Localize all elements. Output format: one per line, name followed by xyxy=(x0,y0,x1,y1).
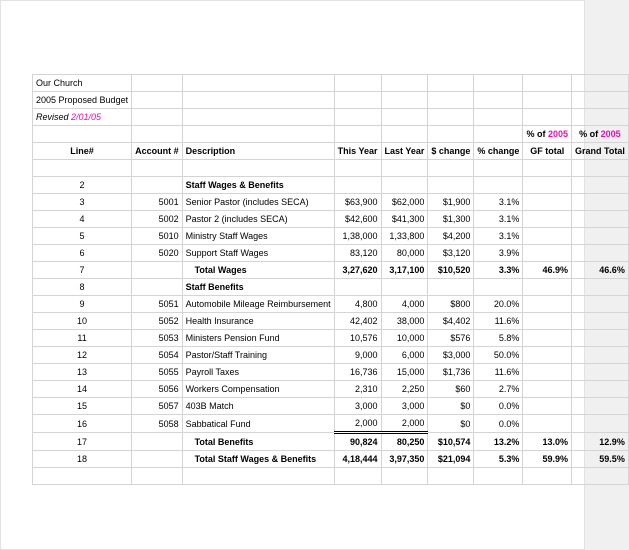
table-body xyxy=(33,75,629,485)
cell-grand-total-pct[interactable] xyxy=(571,177,628,194)
cell-pct-change[interactable]: 3.3% xyxy=(474,262,523,279)
cell-pct-change[interactable]: 13.2% xyxy=(474,433,523,451)
table-row xyxy=(33,330,629,347)
cell-account-number[interactable]: 5057 xyxy=(132,398,183,415)
col-header-gf-total[interactable]: GF total xyxy=(523,143,572,160)
col-header-last-year[interactable]: Last Year xyxy=(381,143,428,160)
cell-account-number[interactable]: 5055 xyxy=(132,364,183,381)
cell-account-number[interactable] xyxy=(132,451,183,468)
header-row-revised xyxy=(33,109,629,126)
cell-this-year[interactable]: 3,000 xyxy=(334,398,381,415)
cell-grand-total-pct[interactable] xyxy=(571,347,628,364)
cell-this-year[interactable]: 2,000 xyxy=(334,415,381,433)
cell-line-number[interactable]: 17 xyxy=(33,433,132,451)
cell-pct-change[interactable] xyxy=(474,279,523,296)
cell-this-year[interactable]: 10,576 xyxy=(334,330,381,347)
cell-dollar-change[interactable]: $3,000 xyxy=(428,347,474,364)
cell-pct-change[interactable]: 5.3% xyxy=(474,451,523,468)
cell-account-number[interactable]: 5058 xyxy=(132,415,183,433)
cell-line-number[interactable]: 5 xyxy=(33,228,132,245)
cell-line-number[interactable]: 14 xyxy=(33,381,132,398)
cell-last-year[interactable]: 6,000 xyxy=(381,347,428,364)
table-row xyxy=(33,313,629,330)
cell-dollar-change[interactable]: $576 xyxy=(428,330,474,347)
col-header-grand-total[interactable]: Grand Total xyxy=(571,143,628,160)
cell-dollar-change[interactable]: $0 xyxy=(428,415,474,433)
table-row xyxy=(33,296,629,313)
cell-account-number[interactable]: 5054 xyxy=(132,347,183,364)
cell-grand-total-pct[interactable] xyxy=(571,364,628,381)
table-row xyxy=(33,347,629,364)
cell-this-year[interactable]: $63,900 xyxy=(334,194,381,211)
cell-last-year[interactable]: 2,000 xyxy=(381,415,428,433)
cell-pct-change[interactable]: 3.1% xyxy=(474,228,523,245)
cell-description[interactable]: Automobile Mileage Reimbursement xyxy=(182,296,334,313)
blank-row xyxy=(33,468,629,485)
cell-grand-total-pct[interactable] xyxy=(571,245,628,262)
cell-last-year[interactable]: 10,000 xyxy=(381,330,428,347)
revised-cell[interactable] xyxy=(33,109,132,126)
cell-dollar-change[interactable]: $1,736 xyxy=(428,364,474,381)
cell-last-year[interactable]: 3,17,100 xyxy=(381,262,428,279)
table-row xyxy=(33,194,629,211)
cell-last-year[interactable]: 15,000 xyxy=(381,364,428,381)
cell-dollar-change[interactable]: $21,094 xyxy=(428,451,474,468)
cell-gf-total-pct[interactable] xyxy=(523,398,572,415)
cell-line-number[interactable]: 4 xyxy=(33,211,132,228)
cell-last-year[interactable]: 3,000 xyxy=(381,398,428,415)
table-row xyxy=(33,451,629,468)
cell-dollar-change[interactable]: $1,900 xyxy=(428,194,474,211)
cell-gf-total-pct[interactable]: 46.9% xyxy=(523,262,572,279)
cell-this-year[interactable] xyxy=(334,177,381,194)
cell-pct-change[interactable]: 0.0% xyxy=(474,398,523,415)
cell-this-year[interactable]: $42,600 xyxy=(334,211,381,228)
cell-last-year[interactable]: 4,000 xyxy=(381,296,428,313)
cell-description[interactable]: Pastor/Staff Training xyxy=(182,347,334,364)
cell-description[interactable]: Sabbatical Fund xyxy=(182,415,334,433)
cell-line-number[interactable]: 6 xyxy=(33,245,132,262)
cell-gf-total-pct[interactable] xyxy=(523,347,572,364)
org-name-cell[interactable]: Our Church xyxy=(33,75,132,92)
cell-description[interactable]: Ministry Staff Wages xyxy=(182,228,334,245)
table-row xyxy=(33,381,629,398)
cell-gf-total-pct[interactable] xyxy=(523,313,572,330)
budget-title-cell[interactable]: 2005 Proposed Budget xyxy=(33,92,132,109)
cell-last-year[interactable]: 38,000 xyxy=(381,313,428,330)
revised-date: 2/01/05 xyxy=(71,112,102,122)
cell-line-number[interactable]: 10 xyxy=(33,313,132,330)
cell-last-year[interactable]: 3,97,350 xyxy=(381,451,428,468)
cell-this-year[interactable]: 90,824 xyxy=(334,433,381,451)
cell-last-year[interactable]: $62,000 xyxy=(381,194,428,211)
cell-grand-total-pct[interactable] xyxy=(571,398,628,415)
cell-line-number[interactable]: 8 xyxy=(33,279,132,296)
cell-this-year[interactable]: 9,000 xyxy=(334,347,381,364)
cell-gf-total-pct[interactable] xyxy=(523,364,572,381)
table-row xyxy=(33,245,629,262)
column-header-row xyxy=(33,143,629,160)
cell-gf-total-pct[interactable] xyxy=(523,381,572,398)
cell-grand-total-pct[interactable] xyxy=(571,211,628,228)
table-row xyxy=(33,262,629,279)
cell-dollar-change[interactable]: $4,402 xyxy=(428,313,474,330)
cell-grand-total-pct[interactable] xyxy=(571,330,628,347)
cell-description[interactable]: Senior Pastor (includes SECA) xyxy=(182,194,334,211)
cell-pct-change[interactable]: 20.0% xyxy=(474,296,523,313)
cell-dollar-change[interactable]: $4,200 xyxy=(428,228,474,245)
col-header-pct-change[interactable]: % change xyxy=(474,143,523,160)
cell-pct-change[interactable]: 3.1% xyxy=(474,211,523,228)
cell-description[interactable]: Staff Benefits xyxy=(182,279,334,296)
cell-pct-change[interactable]: 3.9% xyxy=(474,245,523,262)
cell-pct-change[interactable]: 2.7% xyxy=(474,381,523,398)
col-header-dollar-change[interactable]: $ change xyxy=(428,143,474,160)
cell-line-number[interactable]: 15 xyxy=(33,398,132,415)
cell-this-year[interactable]: 83,120 xyxy=(334,245,381,262)
header-row-org xyxy=(33,75,629,92)
cell-this-year[interactable]: 16,736 xyxy=(334,364,381,381)
budget-table xyxy=(32,74,629,485)
cell-account-number[interactable] xyxy=(132,262,183,279)
cell-description[interactable]: Support Staff Wages xyxy=(182,245,334,262)
cell-grand-total-pct[interactable] xyxy=(571,279,628,296)
table-row xyxy=(33,398,629,415)
cell-account-number[interactable]: 5001 xyxy=(132,194,183,211)
table-row xyxy=(33,211,629,228)
cell-dollar-change[interactable] xyxy=(428,279,474,296)
cell-pct-change[interactable]: 11.6% xyxy=(474,313,523,330)
col-header-line[interactable]: Line# xyxy=(33,143,132,160)
cell-grand-total-pct[interactable]: 46.6% xyxy=(571,262,628,279)
cell-description[interactable]: Ministers Pension Fund xyxy=(182,330,334,347)
cell-account-number[interactable]: 5010 xyxy=(132,228,183,245)
table-row xyxy=(33,279,629,296)
table-row xyxy=(33,364,629,381)
cell-line-number[interactable]: 2 xyxy=(33,177,132,194)
cell-dollar-change[interactable]: $10,520 xyxy=(428,262,474,279)
cell-dollar-change[interactable] xyxy=(428,177,474,194)
cell-this-year[interactable]: 2,310 xyxy=(334,381,381,398)
cell-description[interactable]: Workers Compensation xyxy=(182,381,334,398)
cell-pct-change[interactable]: 50.0% xyxy=(474,347,523,364)
col-header-this-year[interactable]: This Year xyxy=(334,143,381,160)
cell-line-number[interactable]: 13 xyxy=(33,364,132,381)
cell-gf-total-pct[interactable]: 59.9% xyxy=(523,451,572,468)
cell-gf-total-pct[interactable] xyxy=(523,296,572,313)
cell-pct-change[interactable]: 0.0% xyxy=(474,415,523,433)
cell-grand-total-pct[interactable]: 12.9% xyxy=(571,433,628,451)
cell-pct-change[interactable] xyxy=(474,177,523,194)
cell-last-year[interactable]: 80,000 xyxy=(381,245,428,262)
cell-account-number[interactable]: 5020 xyxy=(132,245,183,262)
cell-gf-total-pct[interactable] xyxy=(523,415,572,433)
cell-this-year[interactable]: 4,18,444 xyxy=(334,451,381,468)
cell-last-year[interactable] xyxy=(381,177,428,194)
table-row xyxy=(33,228,629,245)
cell-pct-change[interactable]: 5.8% xyxy=(474,330,523,347)
cell-line-number[interactable]: 18 xyxy=(33,451,132,468)
cell-description[interactable]: Health Insurance xyxy=(182,313,334,330)
cell-pct-change[interactable]: 3.1% xyxy=(474,194,523,211)
cell-description[interactable]: Total Benefits xyxy=(182,433,334,451)
cell-grand-total-pct[interactable] xyxy=(571,381,628,398)
cell-last-year[interactable]: 2,250 xyxy=(381,381,428,398)
cell-dollar-change[interactable]: $3,120 xyxy=(428,245,474,262)
cell-gf-total-pct[interactable] xyxy=(523,330,572,347)
cell-pct-change[interactable]: 11.6% xyxy=(474,364,523,381)
table-row xyxy=(33,433,629,451)
cell-line-number[interactable]: 11 xyxy=(33,330,132,347)
cell-description[interactable]: Staff Wages & Benefits xyxy=(182,177,334,194)
grand-pct-header[interactable]: % of 2005 xyxy=(571,126,628,143)
cell-description[interactable]: Payroll Taxes xyxy=(182,364,334,381)
cell-description[interactable]: Pastor 2 (includes SECA) xyxy=(182,211,334,228)
cell-account-number[interactable] xyxy=(132,177,183,194)
cell-gf-total-pct[interactable] xyxy=(523,245,572,262)
cell-account-number[interactable] xyxy=(132,433,183,451)
cell-dollar-change[interactable]: $60 xyxy=(428,381,474,398)
cell-this-year[interactable]: 42,402 xyxy=(334,313,381,330)
cell-dollar-change[interactable]: $0 xyxy=(428,398,474,415)
cell-account-number[interactable] xyxy=(132,279,183,296)
cell-this-year[interactable]: 4,800 xyxy=(334,296,381,313)
cell-this-year[interactable]: 1,38,000 xyxy=(334,228,381,245)
table-row xyxy=(33,415,629,433)
cell-line-number[interactable]: 16 xyxy=(33,415,132,433)
cell-grand-total-pct[interactable] xyxy=(571,228,628,245)
cell-grand-total-pct[interactable] xyxy=(571,415,628,433)
cell-grand-total-pct[interactable] xyxy=(571,194,628,211)
cell-line-number[interactable]: 7 xyxy=(33,262,132,279)
col-header-description[interactable]: Description xyxy=(182,143,334,160)
cell-gf-total-pct[interactable] xyxy=(523,211,572,228)
cell-dollar-change[interactable]: $1,300 xyxy=(428,211,474,228)
cell-account-number[interactable]: 5002 xyxy=(132,211,183,228)
cell-description[interactable]: Total Staff Wages & Benefits xyxy=(182,451,334,468)
blank-row xyxy=(33,160,629,177)
cell-account-number[interactable]: 5051 xyxy=(132,296,183,313)
cell-this-year[interactable] xyxy=(334,279,381,296)
cell-last-year[interactable] xyxy=(381,279,428,296)
cell-dollar-change[interactable]: $10,574 xyxy=(428,433,474,451)
header-row-title xyxy=(33,92,629,109)
gf-pct-header[interactable]: % of 2005 xyxy=(523,126,572,143)
cell-grand-total-pct[interactable]: 59.5% xyxy=(571,451,628,468)
cell-gf-total-pct[interactable] xyxy=(523,177,572,194)
cell-account-number[interactable]: 5056 xyxy=(132,381,183,398)
cell-last-year[interactable]: $41,300 xyxy=(381,211,428,228)
cell-line-number[interactable]: 9 xyxy=(33,296,132,313)
cell-gf-total-pct[interactable] xyxy=(523,194,572,211)
cell-grand-total-pct[interactable] xyxy=(571,313,628,330)
cell-gf-total-pct[interactable] xyxy=(523,279,572,296)
cell-last-year[interactable]: 1,33,800 xyxy=(381,228,428,245)
col-header-account[interactable]: Account # xyxy=(132,143,183,160)
pct-header-row xyxy=(33,126,629,143)
cell-description[interactable]: 403B Match xyxy=(182,398,334,415)
cell-dollar-change[interactable]: $800 xyxy=(428,296,474,313)
cell-description[interactable]: Total Wages xyxy=(182,262,334,279)
cell-account-number[interactable]: 5052 xyxy=(132,313,183,330)
table-row xyxy=(33,177,629,194)
cell-line-number[interactable]: 12 xyxy=(33,347,132,364)
cell-gf-total-pct[interactable] xyxy=(523,228,572,245)
cell-account-number[interactable]: 5053 xyxy=(132,330,183,347)
cell-this-year[interactable]: 3,27,620 xyxy=(334,262,381,279)
cell-line-number[interactable]: 3 xyxy=(33,194,132,211)
cell-grand-total-pct[interactable] xyxy=(571,296,628,313)
cell-last-year[interactable]: 80,250 xyxy=(381,433,428,451)
cell-gf-total-pct[interactable]: 13.0% xyxy=(523,433,572,451)
revised-label: Revised xyxy=(36,112,69,122)
